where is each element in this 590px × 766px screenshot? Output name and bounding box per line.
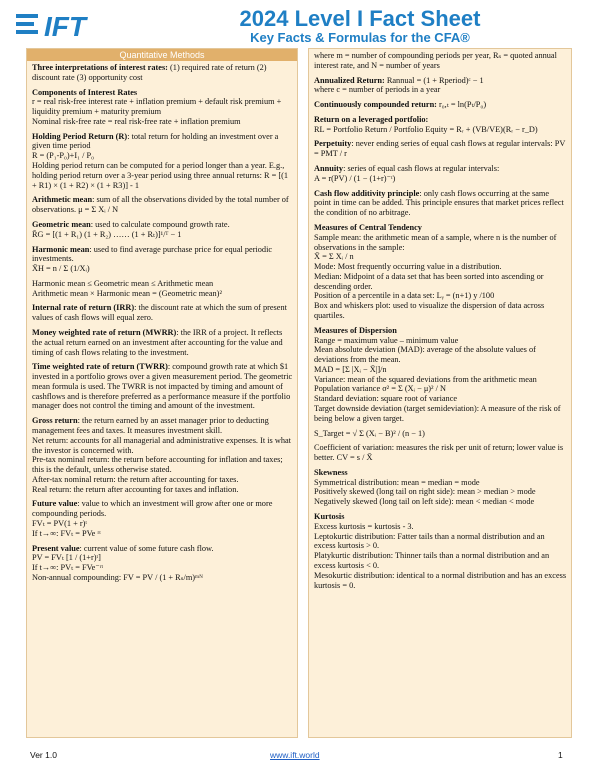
section-text: : compound growth rate at which $1 invested in a portfolio grows over a given measurement period. The geometric mean formula is used. The TWRR is not impacted by timing and amount of cashflows and is therefore preferred as a performance measure if the portfolio manager does not control the timing and amount of the investment. <box>32 362 293 411</box>
section-line: S_Target = √ Σ (Xᵢ − B)² / (n − 1) <box>314 428 425 438</box>
section-text: : used to find average purchase price for equal periodic investments. <box>32 244 273 264</box>
section-text: : the IRR of a project. It reflects the actual return earned on an investment after accounting for the value and timing of cash flows relating to the investment. <box>32 327 283 357</box>
section-line: Box and whiskers plot: used to visualize the dispersion of data across quartiles. <box>314 301 545 320</box>
section-line: R = (P₁-P₀)+I₁ / P₀ <box>32 151 94 161</box>
section-line: Leptokurtic distribution: Fatter tails than a normal distribution and an excess kurtosis > 0. <box>314 531 545 551</box>
version-label: Ver 1.0 <box>30 750 57 760</box>
section-line: RL = Portfolio Return / Portfolio Equity = Rᵣ + (VB/VE)(Rᵣ − r_D) <box>314 124 538 134</box>
section-line: Mode: Most frequently occurring value in a distribution. <box>314 262 502 272</box>
section-heading: Cash flow additivity principle <box>314 188 420 198</box>
section-line: X̄ = Σ Xᵢ / n <box>314 252 354 262</box>
section-line: Holding period return can be computed for a period longer than a year. E.g., holding period return over a 3-year period using three annual returns: R = [(1 + R1) × (1 + R2) × (1 + R3)] - 1 <box>32 161 289 190</box>
section-heading: Components of Interest Rates <box>32 87 138 97</box>
section-line: Net return: accounts for all managerial and administrative expenses. It is what the investor is concerned with. <box>32 435 291 455</box>
left-section <box>32 245 293 274</box>
right-section <box>314 223 567 321</box>
section-line: Arithmetic mean × Harmonic mean = (Geometric mean)² <box>32 288 222 298</box>
section-heading: Annuity <box>314 164 344 174</box>
right-section <box>314 115 567 135</box>
website-link[interactable]: www.ift.world <box>270 750 320 760</box>
section-line: Negatively skewed (long tail on left side): mean < median < mode <box>314 497 535 507</box>
left-content <box>27 61 297 583</box>
right-section <box>314 51 567 71</box>
section-line: R̄G = [(1 + R₁) (1 + R₂) …… (1 + Rₜ)]¹/ᵀ − 1 <box>32 229 182 239</box>
column-heading: Quantitative Methods <box>27 49 297 61</box>
section-heading: Gross return <box>32 416 78 426</box>
section-line: Population variance σ² = Σ (Xᵢ − μ)² / N <box>314 384 446 394</box>
right-section <box>314 164 567 184</box>
section-heading: Holding Period Return (R) <box>32 131 128 141</box>
right-section <box>314 139 567 159</box>
section-line: Position of a percentile in a data set: Lᵧ = (n+1) y /100 <box>314 291 495 301</box>
section-heading: Present value <box>32 543 80 553</box>
right-section <box>314 326 567 424</box>
section-text: : the discount rate at which the sum of present values of cash flows will equal zero. <box>32 303 287 323</box>
section-line: Non-annual compounding: FV = PV / (1 + Rₛ/m)ᵐᴺ <box>32 572 203 582</box>
right-section <box>314 429 567 439</box>
ift-logo <box>16 10 136 40</box>
section-line: Real return: the return after accounting for taxes and inflation. <box>32 484 239 494</box>
section-line: Harmonic mean ≤ Geometric mean ≤ Arithmetic mean <box>32 278 214 288</box>
section-text: : total return for holding an investment over a given time period <box>32 131 279 151</box>
section-line: Mean absolute deviation (MAD): average of the absolute values of deviations from the mean. <box>314 345 536 365</box>
left-section <box>32 220 293 240</box>
section-heading: Arithmetic mean <box>32 195 93 205</box>
section-heading: Future value <box>32 499 78 509</box>
right-section <box>314 100 567 110</box>
section-line: r = real risk-free interest rate + inflation premium + default risk premium + liquidity premium + maturity premium <box>32 97 282 117</box>
right-content <box>309 49 571 590</box>
section-heading: Harmonic mean <box>32 244 90 254</box>
section-text: r₀,ₜ = ln(Pₜ/P₀) <box>436 100 487 110</box>
section-line: Mesokurtic distribution: identical to a normal distribution and has an excess kurtosis = 0. <box>314 570 567 590</box>
section-text: : series of equal cash flows at regular intervals: <box>343 164 500 174</box>
section-line: Positively skewed (long tail on right side): mean > median > mode <box>314 487 536 497</box>
left-section <box>32 416 293 494</box>
section-heading: Measures of Dispersion <box>314 325 397 335</box>
left-section <box>32 195 293 215</box>
section-line: where m = number of compounding periods per year, Rₛ = quoted annual interest rate, and N = number of years <box>314 51 557 70</box>
section-heading: Perpetuity <box>314 139 352 149</box>
right-section <box>314 189 567 218</box>
section-text: : value to which an investment will grow after one or more compounding periods. <box>32 499 273 519</box>
section-line: X̄H = n / Σ (1/Xᵢ) <box>32 264 90 274</box>
right-section <box>314 76 567 96</box>
section-heading: Annualized Return: <box>314 75 385 85</box>
right-section <box>314 443 567 463</box>
section-heading: Measures of Central Tendency <box>314 222 422 232</box>
section-heading: Time weighted rate of return (TWRR) <box>32 362 168 372</box>
page-number: 1 <box>558 750 563 760</box>
page-title: 2024 Level I Fact Sheet <box>239 6 481 31</box>
section-heading: Return on a leveraged portfolio: <box>314 114 429 124</box>
section-heading: Internal rate of return (IRR) <box>32 303 135 313</box>
section-line: PV = FVₜ [1 / (1+r)ᵗ] <box>32 553 101 563</box>
left-section <box>32 63 293 83</box>
section-line: Median: Midpoint of a data set that has been sorted into ascending or descending order. <box>314 271 544 291</box>
left-section <box>32 303 293 323</box>
left-section <box>32 328 293 357</box>
section-line: Variance: mean of the squared deviations from the arithmetic mean <box>314 374 537 384</box>
section-line: Excess kurtosis = kurtosis - 3. <box>314 521 414 531</box>
section-line: MAD = [Σ |Xᵢ − X̄|]/n <box>314 364 387 374</box>
section-text: : only cash flows occurring at the same point in time can be added. This principle ensures that market prices reflect the condition of no arbitrage. <box>314 188 564 218</box>
section-text: : used to calculate compound growth rate. <box>90 219 230 229</box>
section-text: Rannual = (1 + Rperiod)ᶜ − 1 <box>384 75 484 85</box>
section-heading: Skewness <box>314 467 348 477</box>
right-section <box>314 468 567 507</box>
section-line: Sample mean: the arithmetic mean of a sample, where n is the number of observations in the sample: <box>314 232 557 252</box>
section-text: : the return earned by an asset manager prior to deducting management fees and taxes. It measures investment skill. <box>32 416 269 435</box>
left-section <box>32 499 293 538</box>
section-line: After-tax nominal return: the return after accounting for taxes. <box>32 474 239 484</box>
section-heading: Three interpretations of interest rates: <box>32 63 168 72</box>
logo-text: IFT <box>44 11 86 40</box>
section-line: If t→∞: FVₜ = PVe ʳᵗ <box>32 528 101 538</box>
section-text: : never ending series of equal cash flows at regular intervals: PV = PMT / r <box>314 139 566 159</box>
section-text: (1) required rate of return (2) discount rate (3) opportunity cost <box>32 63 267 82</box>
left-section <box>32 544 293 583</box>
section-line: Coefficient of variation: measures the risk per unit of return; lower value is better. CV = s / X̄ <box>314 443 564 463</box>
section-heading: Geometric mean <box>32 219 91 229</box>
right-column <box>308 48 572 738</box>
section-heading: Money weighted rate of return (MWRR) <box>32 327 177 337</box>
left-section <box>32 132 293 191</box>
section-line: If t→∞: PVₜ = FVe⁻ʳᵗ <box>32 563 104 573</box>
page-subtitle: Key Facts & Formulas for the CFA® <box>250 30 470 45</box>
left-section <box>32 88 293 127</box>
section-line: where c = number of periods in a year <box>314 85 441 95</box>
section-line: A = r(PV) / (1 − (1+r)⁻ᵗ) <box>314 173 396 183</box>
section-heading: Continuously compounded return: <box>314 100 437 110</box>
section-line: Pre-tax nominal return: the return before accounting for inflation and taxes; this is the default, unless otherwise stated. <box>32 455 283 475</box>
section-line: Platykurtic distribution: Thinner tails than a normal distribution and an excess kurtosis < 0. <box>314 551 550 570</box>
section-text: : current value of some future cash flow. <box>79 543 214 553</box>
section-line: Target downside deviation (target semideviation): A measure of the risk of being below a given target. <box>314 404 561 423</box>
section-text: : sum of all the observations divided by the total number of observations. μ = Σ Xᵢ / N <box>32 195 289 215</box>
left-section <box>32 362 293 411</box>
right-section <box>314 512 567 590</box>
section-line: Range = maximum value – minimum value <box>314 335 459 345</box>
left-column <box>26 48 298 738</box>
section-line: FVₜ = PV(1 + r)ᵗ <box>32 519 87 529</box>
section-line: Nominal risk-free rate = real risk-free rate + inflation premium <box>32 116 241 126</box>
section-line: Standard deviation: square root of variance <box>314 394 458 404</box>
section-heading: Kurtosis <box>314 512 345 522</box>
section-line: Symmetrical distribution: mean = median = mode <box>314 477 480 487</box>
left-section <box>32 279 293 299</box>
